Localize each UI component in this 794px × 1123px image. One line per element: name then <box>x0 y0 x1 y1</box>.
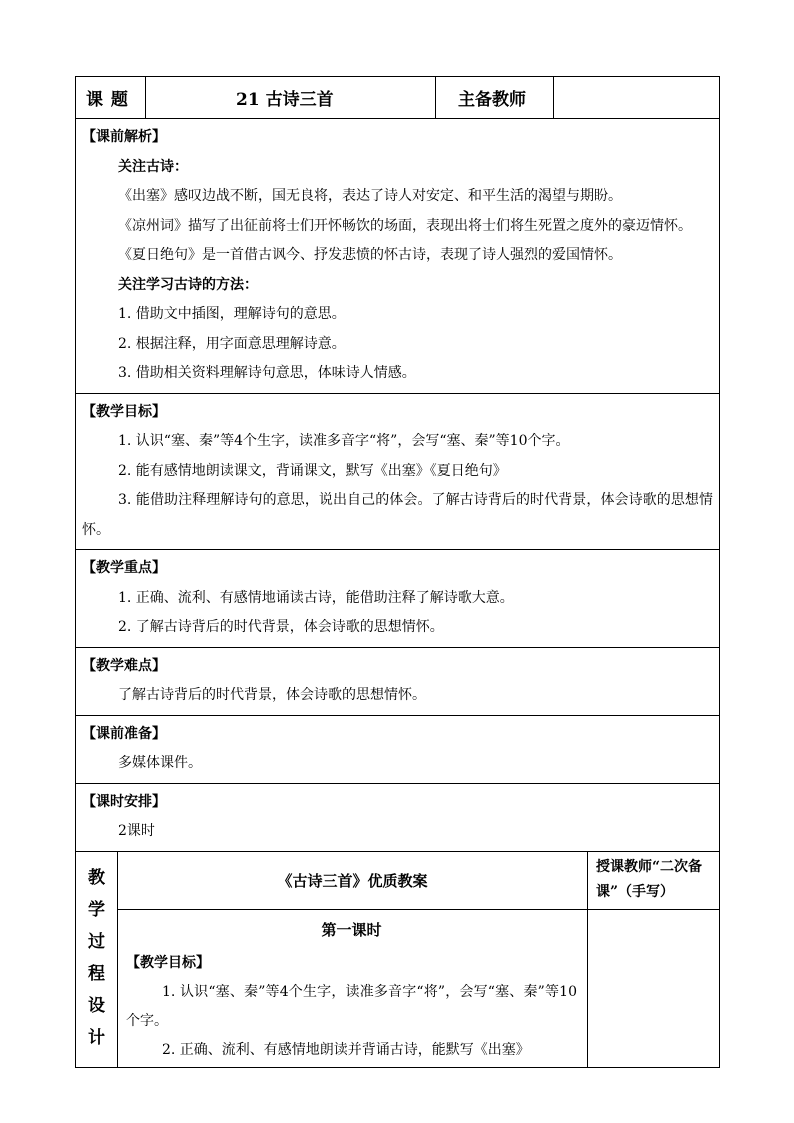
section-heading: 【课前解析】 <box>82 129 166 145</box>
paragraph: 《凉州词》描写了出征前将士们开怀畅饮的场面，表现出将士们将生死置之度外的豪迈情怀。 <box>118 217 692 234</box>
list-item: 1. 认识“塞、秦”等4个生字，读准多音字“将”，会写“塞、秦”等10个字。 <box>118 433 570 449</box>
section-heading: 【课时安排】 <box>82 793 166 810</box>
list-item: 3. 借助相关资料理解诗句意思，体味诗人情感。 <box>118 365 416 381</box>
process-label-char: 学 <box>88 899 105 920</box>
process-notes-column <box>588 852 719 1067</box>
paragraph: 2课时 <box>118 823 155 839</box>
teacher-label: 主备教师 <box>436 77 554 118</box>
topic-value: 21 古诗三首 <box>146 77 436 118</box>
process-section <box>76 852 719 1067</box>
list-item: 2. 根据注释，用字面意思理解诗意。 <box>118 335 346 352</box>
list-item: 2. 正确、流利、有感情地朗读并背诵古诗，能默写《出塞》 <box>162 1041 530 1058</box>
section-schedule <box>76 784 719 852</box>
list-item: 2. 能有感情地朗读课文，背诵课文，默写《出塞》《夏日绝句》 <box>118 462 507 479</box>
title-row <box>76 77 719 119</box>
process-label-char: 设 <box>88 995 105 1016</box>
process-main <box>118 852 588 1067</box>
process-body <box>118 910 587 1067</box>
subheading: 关注古诗： <box>118 158 188 175</box>
process-label-char: 过 <box>88 931 105 952</box>
paragraph: 《出塞》感叹边战不断，国无良将，表达了诗人对安定、和平生活的渴望与期盼。 <box>118 188 622 204</box>
section-heading: 【教学目标】 <box>126 954 210 971</box>
section-analysis <box>76 119 719 394</box>
teacher-value <box>554 77 719 118</box>
process-label-char: 教 <box>88 867 105 888</box>
section-heading: 【教学目标】 <box>82 403 166 420</box>
list-item: 2. 了解古诗背后的时代背景，体会诗歌的思想情怀。 <box>118 619 444 635</box>
list-item: 1. 正确、流利、有感情地诵读古诗，能借助注释了解诗歌大意。 <box>118 589 514 606</box>
lesson-title: 第一课时 <box>321 920 382 939</box>
process-label-char: 计 <box>88 1027 105 1048</box>
paragraph: 了解古诗背后的时代背景，体会诗歌的思想情怀。 <box>118 687 426 703</box>
topic-label: 课 题 <box>76 77 146 118</box>
paragraph: 《夏日绝句》是一首借古讽今、抒发悲愤的怀古诗，表现了诗人强烈的爱国情怀。 <box>118 247 622 263</box>
section-heading: 【教学重点】 <box>82 560 166 576</box>
section-key-points <box>76 550 719 648</box>
section-heading: 【教学难点】 <box>82 657 166 674</box>
section-preparation <box>76 716 719 784</box>
section-difficulty <box>76 648 719 716</box>
process-label <box>76 852 118 1067</box>
lesson-plan-table <box>75 76 720 1068</box>
list-item: 1. 借助文中插图，理解诗句的意思。 <box>118 306 346 322</box>
process-title: 《古诗三首》优质教案 <box>118 852 587 910</box>
list-item: 1. 认识“塞、秦”等4个生字，读准多音字“将”，会写“塞、秦”等10个字。 <box>126 983 577 1029</box>
notes-header: 授课教师“二次备课”（手写） <box>588 852 719 910</box>
section-goals <box>76 394 719 551</box>
section-heading: 【课前准备】 <box>82 725 166 742</box>
subheading: 关注学习古诗的方法： <box>118 276 258 293</box>
list-item: 3. 能借助注释理解诗句的意思，说出自己的体会。了解古诗背后的时代背景，体会诗歌的思想情怀。 <box>82 492 713 538</box>
paragraph: 多媒体课件。 <box>118 755 202 771</box>
process-label-char: 程 <box>88 963 105 984</box>
